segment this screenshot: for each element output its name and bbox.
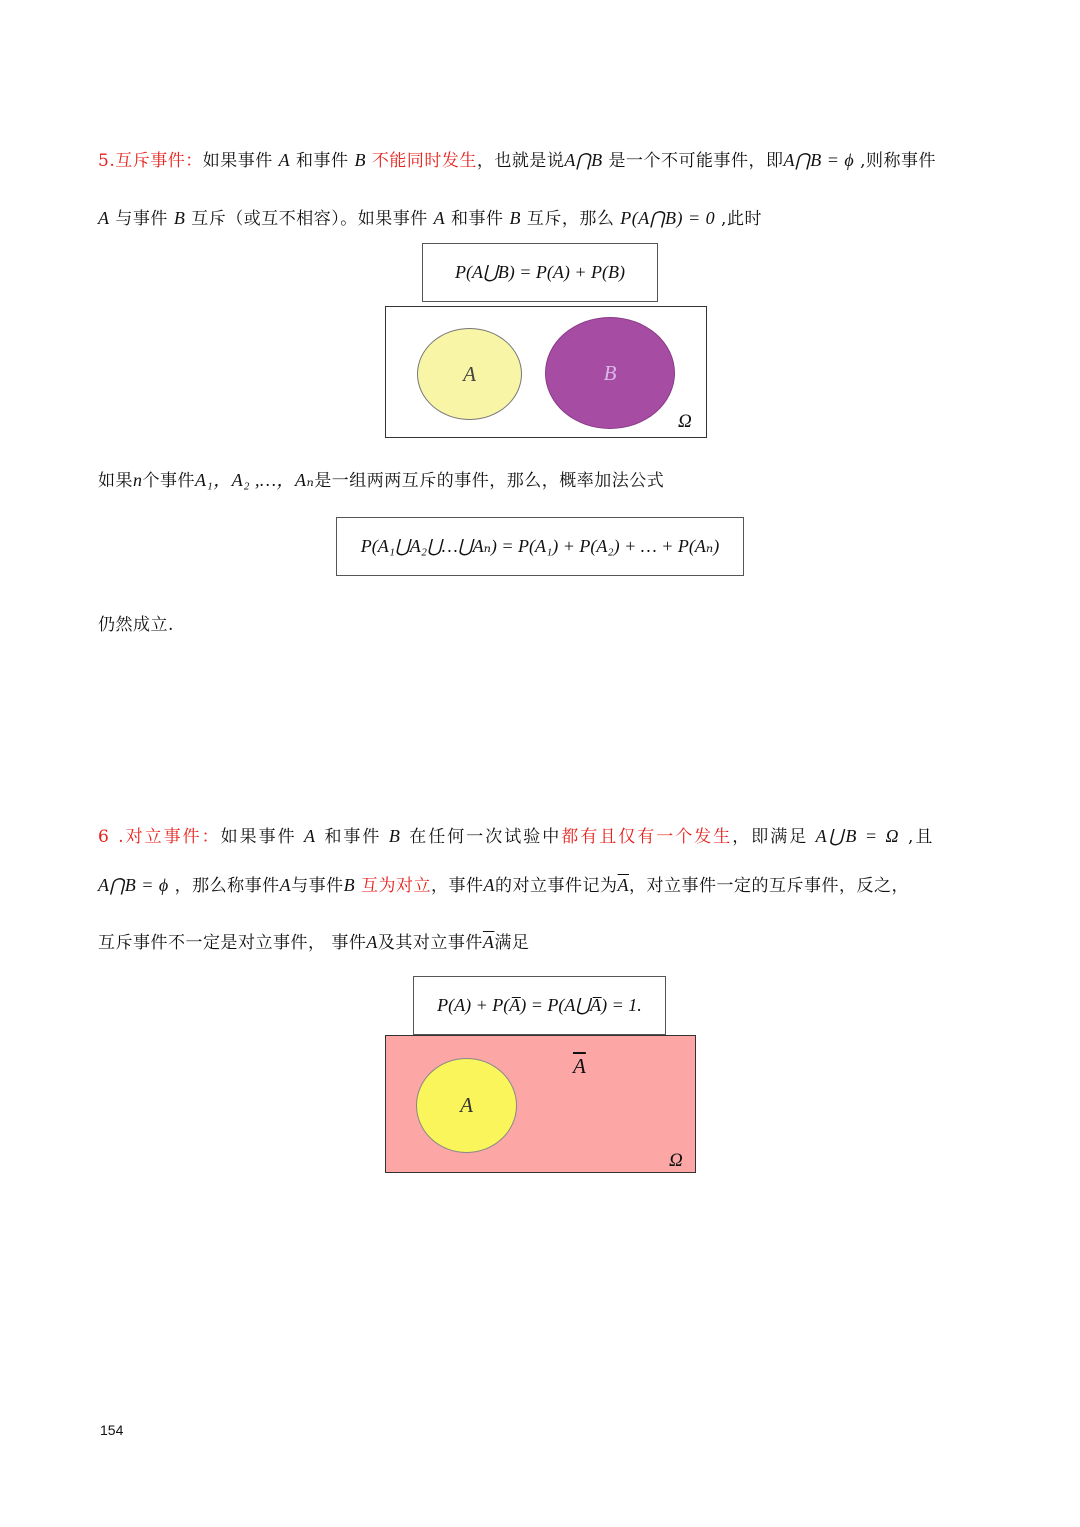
page-number: 154 (100, 1422, 124, 1438)
s6-emphasis2: 互为对立 (361, 876, 432, 896)
omega-label-2: Ω (669, 1150, 683, 1171)
venn-disjoint (385, 306, 707, 438)
s5-heading: 5.互斥事件： (98, 151, 203, 171)
circle-a: A (417, 328, 522, 420)
s5-line4: 仍然成立. (98, 615, 174, 635)
s5-emphasis: 不能同时发生 (371, 151, 477, 171)
s6-emphasis1: 都有且仅有一个发生 (561, 827, 733, 847)
formula-box-1: P(A⋃B) = P(A) + P(B) (422, 243, 658, 302)
abar-label: $\overline{A}$ (573, 1054, 586, 1078)
s5-line2: A 与事件 B 互斥（或互不相容）。如果事件 A 和事件 B 互斥，那么 P(A⋂B) = 0 ,此时 (98, 208, 762, 229)
circle-b: B (545, 317, 675, 429)
s5-line3: 如果n个事件A₁，A₂ ,…，Aₙ是一组两两互斥的事件，那么，概率加法公式 (98, 470, 665, 491)
formula-box-2: P(A₁⋃A₂⋃…⋃Aₙ) = P(A₁) + P(A₂) + … + P(Aₙ) (336, 517, 744, 576)
s6-line3: 互斥事件不一定是对立事件， 事件A及其对立事件$\overline{A}$满足 (98, 932, 530, 953)
s6-heading: 6 .对立事件： (98, 827, 221, 847)
circle-a-complement: A (416, 1058, 517, 1153)
s5-line1: 5.互斥事件：如果事件 A 和事件 B 不能同时发生，也就是说A⋂B 是一个不可能事件，即A⋂B = ϕ ,则称事件 (98, 150, 937, 171)
venn-complement (385, 1035, 696, 1173)
s6-line1: 6 .对立事件：如果事件 A 和事件 B 在任何一次试验中都有且仅有一个发生，即满足 A⋃B = Ω ,且 (98, 826, 935, 847)
omega-label: Ω (678, 411, 692, 432)
s6-line2: A⋂B = ϕ ，那么称事件A与事件B 互为对立，事件A的对立事件记为$\overline{A}$，对立事件一定的互斥事件，反之， (98, 875, 910, 896)
formula-box-3: P(A) + P(A̅) = P(A⋃A̅) = 1. (413, 976, 666, 1035)
